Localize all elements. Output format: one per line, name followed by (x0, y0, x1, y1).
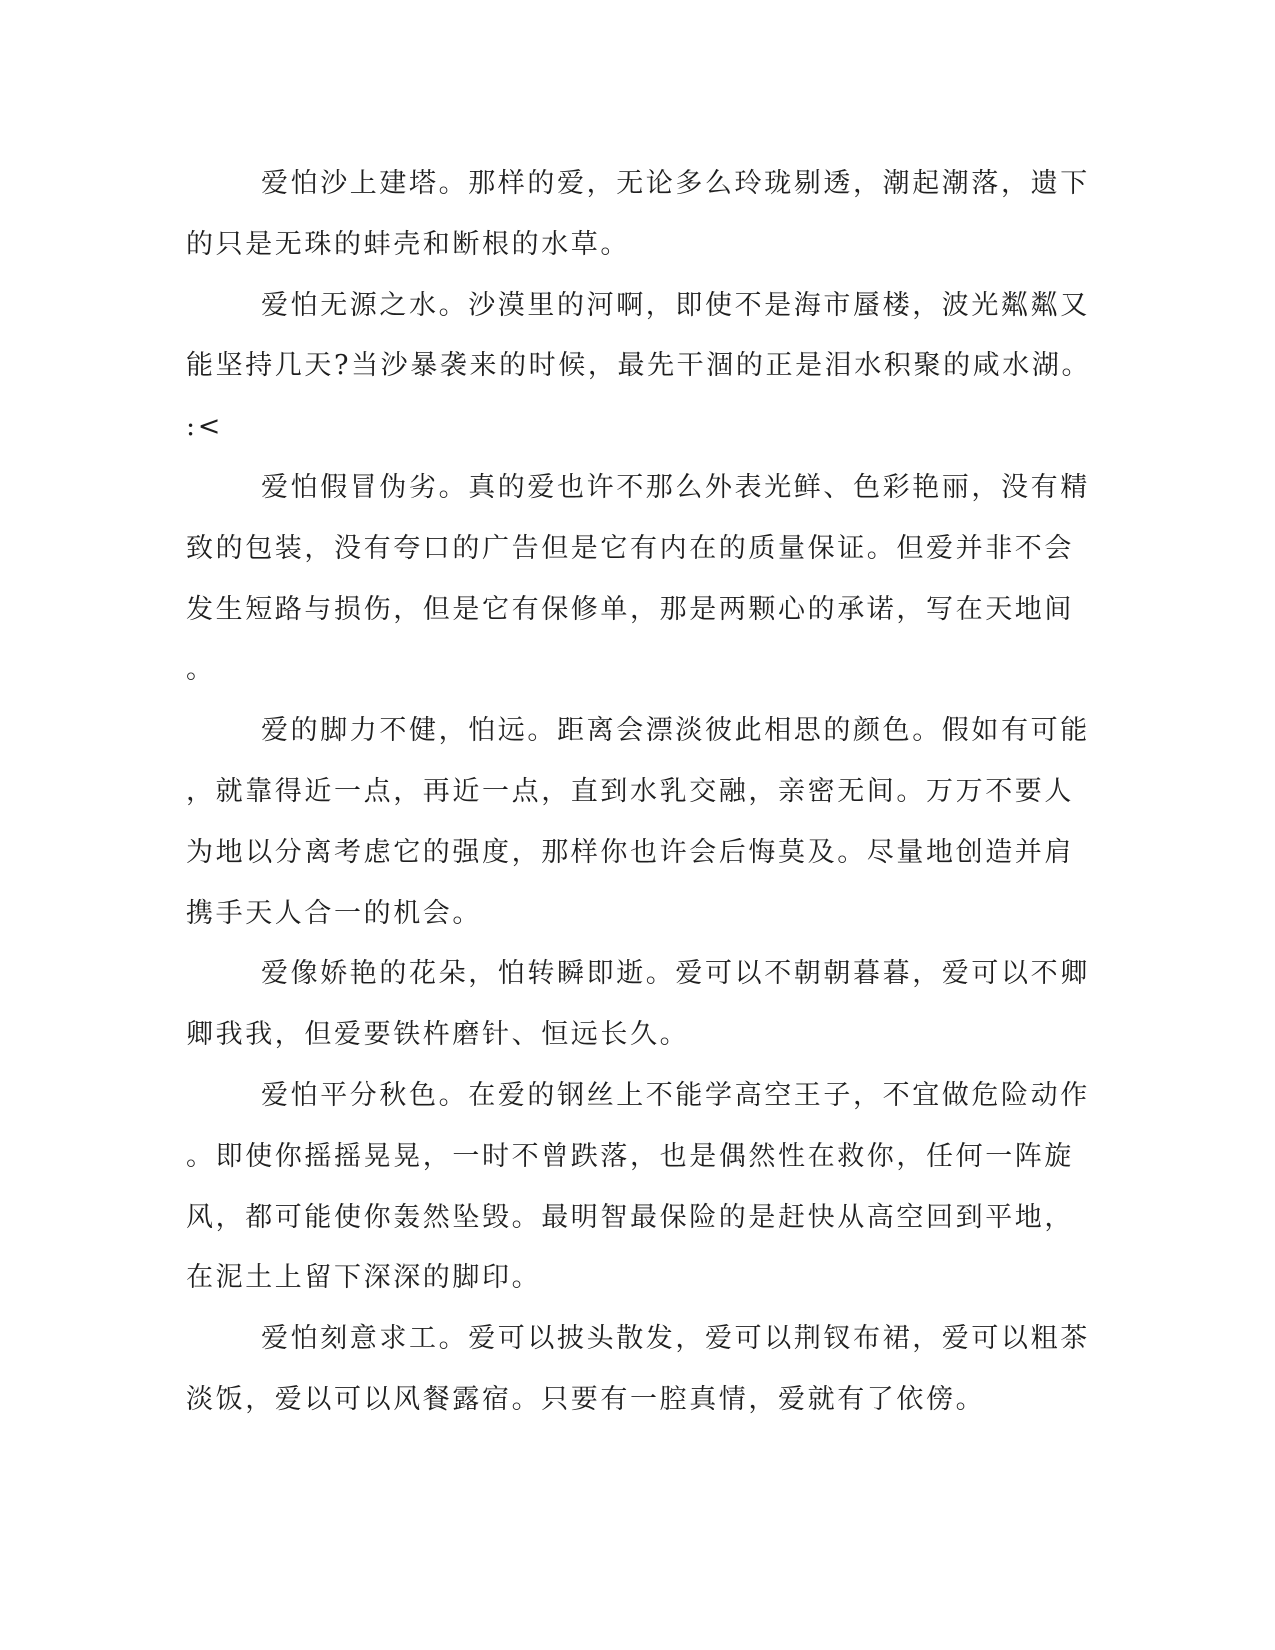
text-line: 在泥土上留下深深的脚印。 (186, 1262, 542, 1294)
text-line: 为地以分离考虑它的强度，那样你也许会后悔莫及。尽量地创造并肩 (186, 836, 1074, 868)
text-line: 发生短路与损伤，但是它有保修单，那是两颗心的承诺，写在天地间 (186, 593, 1074, 625)
text-line: 爱怕刻意求工。爱可以披头散发，爱可以荆钗布裙，爱可以粗茶 (261, 1323, 1090, 1355)
text-line: 。即使你摇摇晃晃，一时不曾跌落，也是偶然性在救你，任何一阵旋 (186, 1140, 1074, 1172)
text-line: ，就靠得近一点，再近一点，直到水乳交融，亲密无间。万万不要人 (186, 775, 1074, 807)
text-line: 。 (186, 654, 216, 686)
text-line: 爱像娇艳的花朵，怕转瞬即逝。爱可以不朝朝暮暮，爱可以不卿 (261, 958, 1090, 990)
text-line: 爱怕无源之水。沙漠里的河啊，即使不是海市蜃楼，波光粼粼又 (261, 289, 1090, 321)
text-line: 爱的脚力不健，怕远。距离会漂淡彼此相思的颜色。假如有可能 (261, 715, 1090, 747)
text-line: 淡饭，爱以可以风餐露宿。只要有一腔真情，爱就有了依傍。 (186, 1383, 986, 1415)
text-line: 卿我我，但爱要铁杵磨针、恒远长久。 (186, 1019, 690, 1051)
document-body (186, 154, 1092, 1431)
text-line: 爱怕平分秋色。在爱的钢丝上不能学高空王子，不宜做危险动作 (261, 1079, 1090, 1111)
text-line: :< (186, 411, 223, 443)
text-line: 致的包装，没有夸口的广告但是它有内在的质量保证。但爱并非不会 (186, 532, 1074, 564)
text-line: 能坚持几天?当沙暴袭来的时候，最先干涸的正是泪水积聚的咸水湖。 (186, 350, 1092, 382)
text-line: 风，都可能使你轰然坠毁。最明智最保险的是赶快从高空回到平地， (186, 1201, 1074, 1233)
text-line: 爱怕沙上建塔。那样的爱，无论多么玲珑剔透，潮起潮落，遗下 (261, 168, 1090, 199)
text-line: 携手天人合一的机会。 (186, 897, 482, 929)
text-line: 的只是无珠的蚌壳和断根的水草。 (186, 228, 630, 260)
text-line: 爱怕假冒伪劣。真的爱也许不那么外表光鲜、色彩艳丽，没有精 (261, 471, 1090, 503)
